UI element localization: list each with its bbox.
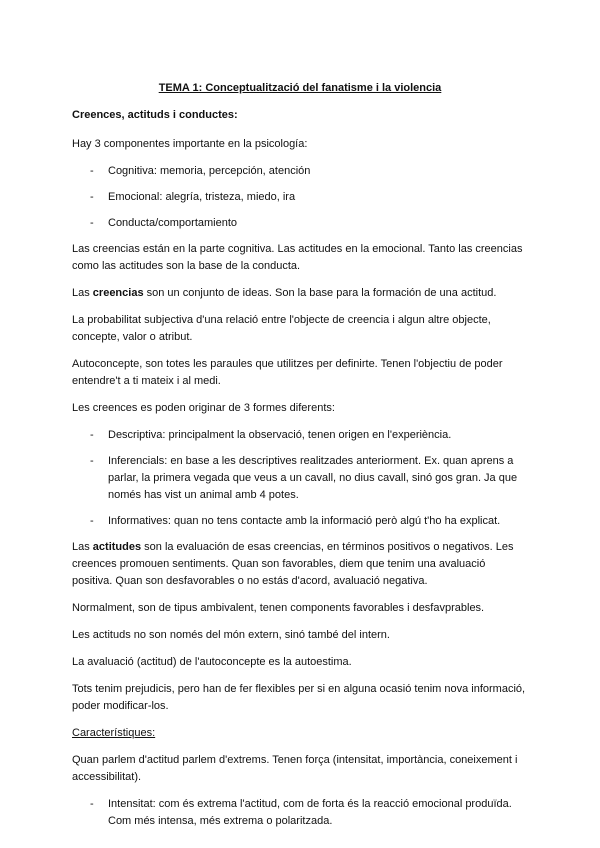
paragraph-autoconcepte: Autoconcepte, son totes les paraules que utilitzes per definirte. Tenen l'objectiu de poder entendre't a ti mateix i al medi. xyxy=(72,358,503,387)
list-item: - Informatives: quan no tens contacte amb la informació però algú t'ho ha explicat. xyxy=(72,513,528,530)
formes-list xyxy=(72,427,528,530)
list-item: - Intensitat: com és extrema l'actitud, com de forta és la reacció emocional produïda. Com més intensa, més extrema o polaritzada. xyxy=(72,796,528,830)
paragraph-extrems: Quan parlem d'actitud parlem d'extrems. Tenen força (intensitat, importància, coneixement i accessibilitat). xyxy=(72,754,518,783)
bold-term: creencias xyxy=(92,287,144,299)
caracteristiques-heading: Característiques: xyxy=(72,727,156,739)
paragraph-creencias-def xyxy=(72,285,528,302)
text-run: Las xyxy=(72,287,93,299)
paragraph-creencias-intro: Las creencias están en la parte cognitiva. Las actitudes en la emocional. Tanto las creencias como las actitudes son la base de la conducta. xyxy=(72,243,523,272)
page-title: TEMA 1: Conceptualització del fanatisme i la violencia xyxy=(158,82,442,94)
section-heading: Creences, actituds i conductes: xyxy=(72,109,238,121)
paragraph-prejudicis: Tots tenim prejudicis, pero han de fer flexibles per si en alguna ocasió tenim nova informació, poder modificar-los. xyxy=(72,683,526,712)
paragraph-actitudes xyxy=(72,539,528,590)
paragraph-normalment: Normalment, son de tipus ambivalent, tenen components favorables i desfavprables. xyxy=(72,602,485,614)
text-run: son un conjunto de ideas. Son la base para la formación de una actitud. xyxy=(143,287,497,299)
text-run: son la evaluación de esas creencias, en términos positivos o negativos. Les creences promouen sentiments. Quan son favorables, diem que tenim una avaluació positiva. Quan son desfavorables o no estás d'acord, avaluació negativa. xyxy=(72,541,514,587)
text-run: Las xyxy=(72,541,93,553)
bold-term: actitudes xyxy=(92,541,142,553)
caracteristiques-list xyxy=(72,796,528,830)
list-item: - Cognitiva: memoria, percepción, atención xyxy=(72,163,528,180)
paragraph-mon: Les actituds no son només del món extern, sinó també del intern. xyxy=(72,629,390,641)
document-body xyxy=(72,107,528,839)
list-item: - Descriptiva: principalment la observació, tenen origen en l'experiència. xyxy=(72,427,528,444)
intro-paragraph: Hay 3 componentes importante en la psicología: xyxy=(72,138,308,150)
paragraph-originar: Les creences es poden originar de 3 formes diferents: xyxy=(72,402,335,414)
list-item: - Inferencials: en base a les descriptives realitzades anteriorment. Ex. quan aprens a parlar, la primera vegada que veus a un cavall, no dius cavall, sinó gos gran. Ja que només has vist un animal amb 4 potes. xyxy=(72,453,528,504)
paragraph-probabilitat: La probabilitat subjectiva d'una relació entre l'objecte de creencia i algun altre objecte, concepte, valor o atribut. xyxy=(72,314,491,343)
list-item: - Conducta/comportamiento xyxy=(72,215,528,232)
components-list xyxy=(72,163,528,232)
paragraph-autoestima: La avaluació (actitud) de l'autoconcepte es la autoestima. xyxy=(72,656,352,668)
list-item: - Emocional: alegría, tristeza, miedo, ira xyxy=(72,189,528,206)
